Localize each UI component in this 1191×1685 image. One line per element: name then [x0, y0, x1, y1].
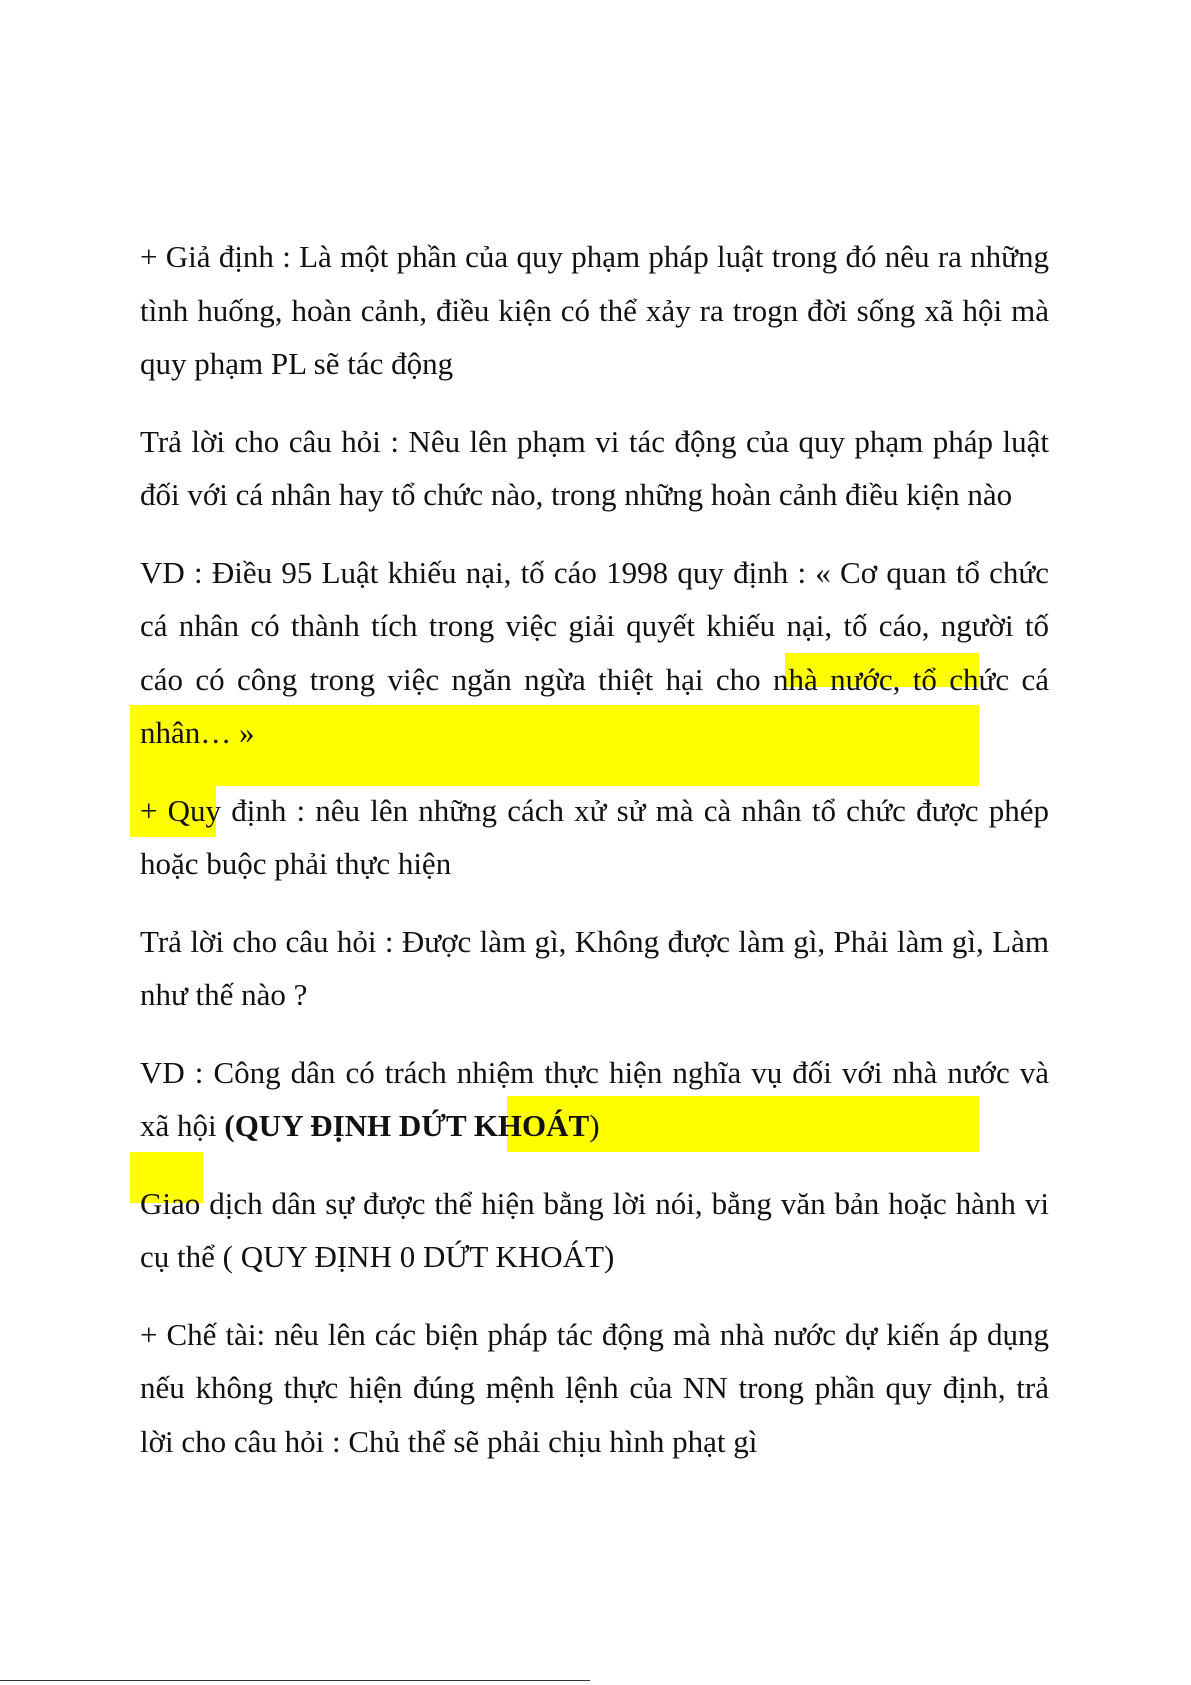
paragraph-example-article-95: VD : Điều 95 Luật khiếu nại, tố cáo 1998 quy định : « Cơ quan tổ chức cá nhân có thành tích trong việc giải quyết khiếu nại, tố cáo, người tố cáo có công trong việc ngăn ngừa thiệt hại cho nhà nước, tổ chức cá nhân… »: [140, 554, 1049, 750]
footer-rule: [0, 1680, 590, 1681]
paragraph-civil-transaction: Giao dịch dân sự được thể hiện bằng lời nói, bằng văn bản hoặc hành vi cụ thể ( QUY ĐỊNH 0 DỨT KHOÁT): [140, 1185, 1049, 1274]
example-tail: ): [589, 1108, 600, 1143]
paragraph-example-citizen: [140, 1046, 1049, 1153]
paragraph-gia-dinh: + Giả định : Là một phần của quy phạm pháp luật trong đó nêu ra những tình huống, hoàn cảnh, điều kiện có thể xảy ra trogn đời sống xã hội mà quy phạm PL sẽ tác động: [140, 239, 1049, 381]
example-bold-label: (QUY ĐỊNH DỨT KHOÁT: [224, 1108, 590, 1143]
paragraph-quy-dinh: + Quy định : nêu lên những cách xử sử mà cà nhân tổ chức được phép hoặc buộc phải thực hiện: [140, 792, 1049, 881]
paragraph-answer-scope: Trả lời cho câu hỏi : Nêu lên phạm vi tác động của quy phạm pháp luật đối với cá nhân hay tổ chức nào, trong những hoàn cảnh điều kiện nào: [140, 423, 1049, 512]
example-text: VD : Công dân có trách nhiệm thực hiện nghĩa vụ đối với nhà nước và xã hội: [140, 1054, 1049, 1143]
document-body: [140, 230, 1049, 1492]
paragraph-answer-conduct: Trả lời cho câu hỏi : Được làm gì, Không được làm gì, Phải làm gì, Làm như thế nào ?: [140, 923, 1049, 1012]
paragraph-che-tai: + Chế tài: nêu lên các biện pháp tác động mà nhà nước dự kiến áp dụng nếu không thực hiện đúng mệnh lệnh của NN trong phần quy định, trả lời cho câu hỏi : Chủ thể sẽ phải chịu hình phạt gì: [140, 1316, 1049, 1459]
